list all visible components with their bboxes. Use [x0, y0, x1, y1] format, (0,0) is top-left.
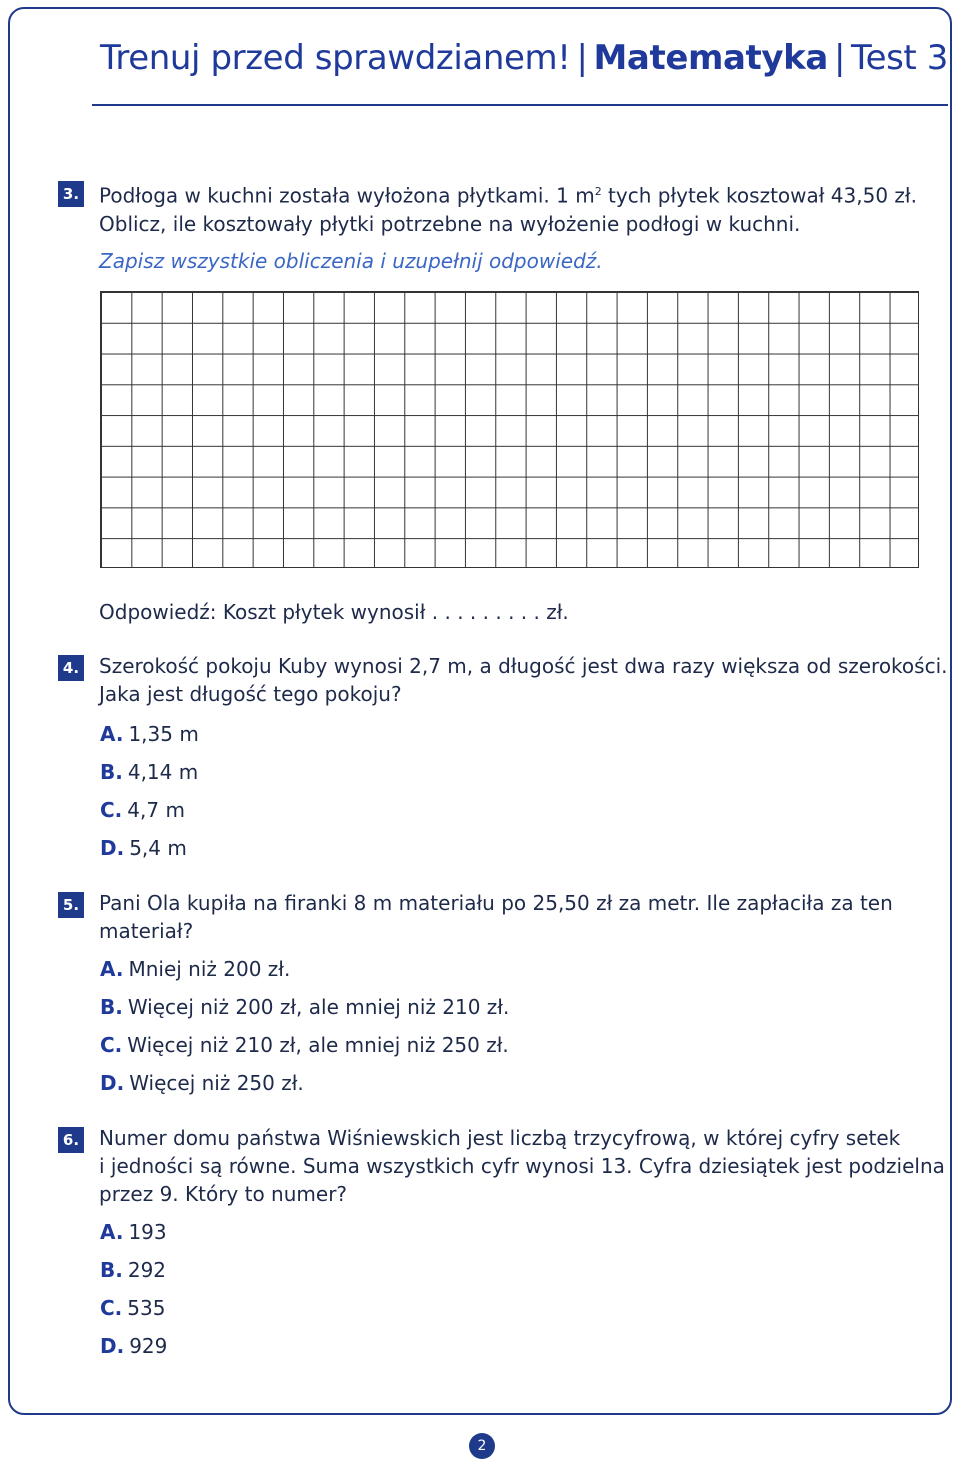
task-6-number: 6.: [58, 1127, 84, 1153]
header-subject: Matematyka: [593, 38, 828, 78]
task-3-line-2: Oblicz, ile kosztowały płytki potrzebne na wyłożenie podłogi w kuchni.: [99, 211, 801, 236]
task-5-option-c[interactable]: C. Więcej niż 210 zł, ale mniej niż 250 zł.: [100, 1033, 509, 1057]
task-6-line-2: i jedności są równe. Suma wszystkich cyfr wynosi 13. Cyfra dziesiątek jest podzielna: [99, 1154, 945, 1178]
page-header: [100, 38, 948, 78]
task-4-option-a[interactable]: A. 1,35 m: [100, 722, 199, 746]
task-6-option-b[interactable]: B. 292: [100, 1258, 167, 1282]
task-3-instruction: Zapisz wszystkie obliczenia i uzupełnij odpowiedź.: [99, 249, 603, 273]
page-number: 2: [469, 1433, 495, 1459]
task-3-number: 3.: [58, 181, 84, 207]
task-5-question: [99, 889, 929, 945]
task-4-question: [99, 652, 948, 708]
header-title: Trenuj przed sprawdzianem!: [100, 38, 571, 78]
task-5-option-a[interactable]: A. Mniej niż 200 zł.: [100, 957, 291, 981]
task-5-number: 5.: [58, 892, 84, 918]
task-5-option-d[interactable]: D. Więcej niż 250 zł.: [100, 1071, 304, 1095]
task-5-line-1: Pani Ola kupiła na firanki 8 m materiału po 25,50 zł za metr. Ile zapłaciła za ten: [99, 891, 893, 915]
header-test: Test 3: [851, 38, 948, 78]
task-6-line-1: Numer domu państwa Wiśniewskich jest liczbą trzycyfrową, w której cyfry setek: [99, 1126, 901, 1150]
task-3-question: [99, 178, 929, 238]
task-5-line-2: materiał?: [99, 919, 194, 943]
task-6-option-a[interactable]: A. 193: [100, 1220, 167, 1244]
calculation-grid[interactable]: [100, 291, 919, 568]
task-6-option-d[interactable]: D. 929: [100, 1334, 168, 1358]
header-separator: |: [576, 38, 588, 78]
task-4-number: 4.: [58, 655, 84, 681]
task-5-option-b[interactable]: B. Więcej niż 200 zł, ale mniej niż 210 zł.: [100, 995, 510, 1019]
task-4-line-1: Szerokość pokoju Kuby wynosi 2,7 m, a długość jest dwa razy większa od szerokości.: [99, 654, 948, 678]
task-4-option-b[interactable]: B. 4,14 m: [100, 760, 199, 784]
header-divider: [92, 104, 948, 106]
task-4-option-d[interactable]: D. 5,4 m: [100, 836, 187, 860]
task-3-answer-line[interactable]: Odpowiedź: Koszt płytek wynosił . . . . . . . . . zł.: [99, 600, 569, 624]
task-3-line-1: Podłoga w kuchni została wyłożona płytkami. 1 $m^2$ tych płytek kosztował 43,50 zł.: [99, 183, 917, 208]
task-6-question: [99, 1124, 945, 1208]
task-6-option-c[interactable]: C. 535: [100, 1296, 166, 1320]
task-4-option-c[interactable]: C. 4,7 m: [100, 798, 185, 822]
task-6-line-3: przez 9. Który to numer?: [99, 1182, 348, 1206]
task-4-line-2: Jaka jest długość tego pokoju?: [99, 682, 402, 706]
header-separator: |: [833, 38, 845, 78]
